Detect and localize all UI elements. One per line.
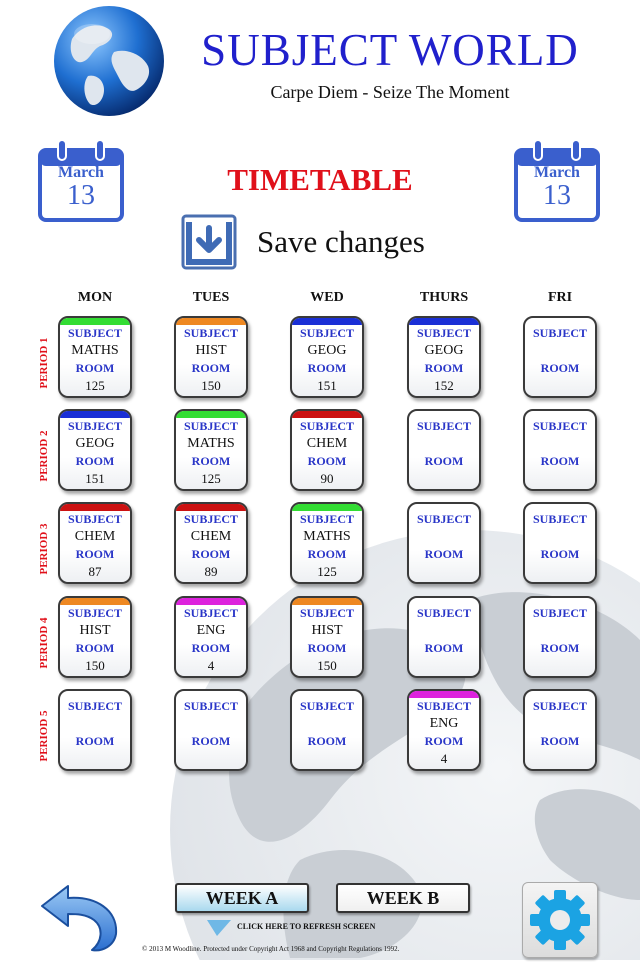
subject-value: GEOG	[75, 436, 115, 451]
room-label: ROOM	[424, 641, 464, 655]
calendar-month: March	[58, 164, 104, 181]
period-label	[34, 409, 54, 503]
room-label: ROOM	[191, 734, 231, 748]
day-header-fri: FRI	[547, 290, 573, 305]
room-label: ROOM	[307, 734, 347, 748]
subject-value: GEOG	[424, 343, 464, 358]
timetable-cell[interactable]	[174, 502, 248, 584]
subject-label: SUBJECT	[67, 699, 123, 713]
subject-label: SUBJECT	[416, 419, 472, 433]
room-label: ROOM	[191, 547, 231, 561]
subject-value: MATHS	[303, 529, 351, 544]
timetable-cell[interactable]	[523, 502, 597, 584]
room-label: ROOM	[191, 454, 231, 468]
tagline: Carpe Diem - Seize The Moment	[270, 82, 510, 102]
subject-label: SUBJECT	[67, 512, 123, 526]
refresh-screen-link[interactable]	[205, 918, 425, 938]
save-download-icon	[181, 214, 237, 270]
room-value: 151	[85, 471, 105, 486]
subject-color-bar	[292, 318, 362, 325]
subject-value: MATHS	[187, 436, 235, 451]
subject-label: SUBJECT	[416, 606, 472, 620]
timetable-cell[interactable]	[407, 689, 481, 771]
timetable-cell[interactable]	[58, 689, 132, 771]
day-header-wed: WED	[310, 290, 344, 305]
timetable-cell[interactable]	[290, 596, 364, 678]
subject-label: SUBJECT	[67, 606, 123, 620]
room-value: 152	[434, 378, 454, 393]
calendar-icon-left	[38, 138, 124, 222]
subject-label: SUBJECT	[532, 419, 588, 433]
period-label	[34, 596, 54, 690]
room-value: 89	[204, 564, 218, 579]
timetable-cell[interactable]	[174, 409, 248, 491]
room-value: 150	[317, 658, 337, 673]
period-label-text: PERIOD 2	[38, 430, 50, 482]
subject-label: SUBJECT	[416, 326, 472, 340]
timetable-cell[interactable]	[290, 316, 364, 398]
subject-label: SUBJECT	[183, 512, 239, 526]
subject-label: SUBJECT	[299, 699, 355, 713]
room-label: ROOM	[424, 454, 464, 468]
room-label: ROOM	[540, 734, 580, 748]
subject-label: SUBJECT	[183, 699, 239, 713]
room-label: ROOM	[307, 454, 347, 468]
subject-value: CHEM	[190, 529, 232, 544]
refresh-arrow-icon	[205, 918, 233, 938]
back-arrow-icon[interactable]	[38, 884, 120, 954]
subject-label: SUBJECT	[532, 606, 588, 620]
subject-color-bar	[176, 318, 246, 325]
subject-color-bar	[60, 411, 130, 418]
period-label-text: PERIOD 3	[38, 523, 50, 575]
subject-value: CHEM	[74, 529, 116, 544]
calendar-icon-right	[514, 138, 600, 222]
calendar-day: 13	[67, 180, 95, 211]
save-changes-button[interactable]	[181, 214, 461, 270]
refresh-screen-label: CLICK HERE TO REFRESH SCREEN	[237, 922, 376, 931]
room-label: ROOM	[307, 547, 347, 561]
subject-value: HIST	[79, 623, 111, 638]
period-label	[34, 502, 54, 596]
subject-label: SUBJECT	[299, 512, 355, 526]
calendar-day: 13	[543, 180, 571, 211]
timetable-cell[interactable]	[174, 689, 248, 771]
timetable-cell[interactable]	[407, 409, 481, 491]
subject-color-bar	[292, 411, 362, 418]
room-label: ROOM	[75, 454, 115, 468]
timetable-cell[interactable]	[58, 502, 132, 584]
subject-value: ENG	[429, 716, 459, 731]
timetable-cell[interactable]	[290, 409, 364, 491]
subject-color-bar	[60, 504, 130, 511]
room-label: ROOM	[307, 361, 347, 375]
app-title: SUBJECT WORLD	[201, 25, 579, 75]
subject-value: HIST	[195, 343, 227, 358]
timetable-cell[interactable]	[290, 502, 364, 584]
day-header-thurs: THURS	[419, 290, 469, 305]
room-label: ROOM	[540, 641, 580, 655]
subject-color-bar	[176, 598, 246, 605]
subject-color-bar	[176, 411, 246, 418]
room-label: ROOM	[540, 547, 580, 561]
room-value: 150	[85, 658, 105, 673]
timetable-cell[interactable]	[523, 689, 597, 771]
subject-label: SUBJECT	[532, 326, 588, 340]
room-value: 151	[317, 378, 337, 393]
gear-icon	[523, 883, 597, 957]
timetable-cell[interactable]	[523, 316, 597, 398]
subject-value: HIST	[311, 623, 343, 638]
room-label: ROOM	[75, 361, 115, 375]
day-header-tues: TUES	[192, 290, 230, 305]
timetable-cell[interactable]	[407, 596, 481, 678]
room-label: ROOM	[540, 454, 580, 468]
subject-value: GEOG	[307, 343, 347, 358]
timetable-cell[interactable]	[523, 409, 597, 491]
period-label	[34, 689, 54, 783]
period-label-text: PERIOD 1	[38, 337, 50, 389]
timetable-cell[interactable]	[290, 689, 364, 771]
period-label-text: PERIOD 5	[38, 710, 50, 762]
timetable-cell[interactable]	[58, 596, 132, 678]
period-label	[34, 316, 54, 410]
subject-color-bar	[409, 691, 479, 698]
subject-color-bar	[176, 504, 246, 511]
room-label: ROOM	[191, 361, 231, 375]
subject-label: SUBJECT	[532, 699, 588, 713]
room-value: 87	[88, 564, 102, 579]
subject-label: SUBJECT	[67, 419, 123, 433]
timetable-cell[interactable]	[58, 316, 132, 398]
room-label: ROOM	[424, 547, 464, 561]
subject-color-bar	[60, 598, 130, 605]
subject-label: SUBJECT	[299, 606, 355, 620]
subject-label: SUBJECT	[183, 606, 239, 620]
subject-label: SUBJECT	[416, 512, 472, 526]
save-changes-label: Save changes	[257, 224, 425, 259]
room-value: 4	[207, 658, 215, 673]
timetable-cell[interactable]	[174, 316, 248, 398]
room-value: 125	[85, 378, 105, 393]
timetable-cell[interactable]	[523, 596, 597, 678]
room-value: 90	[320, 471, 334, 486]
timetable-cell[interactable]	[174, 596, 248, 678]
room-value: 125	[201, 471, 221, 486]
room-label: ROOM	[307, 641, 347, 655]
room-value: 150	[201, 378, 221, 393]
room-value: 4	[440, 751, 448, 766]
day-header-mon: MON	[77, 290, 113, 305]
week-a-button[interactable]: WEEK A	[175, 883, 309, 913]
subject-value: MATHS	[71, 343, 119, 358]
room-label: ROOM	[191, 641, 231, 655]
subject-color-bar	[409, 318, 479, 325]
section-title: TIMETABLE	[227, 162, 413, 197]
room-label: ROOM	[75, 734, 115, 748]
subject-label: SUBJECT	[532, 512, 588, 526]
room-label: ROOM	[424, 734, 464, 748]
subject-color-bar	[292, 504, 362, 511]
timetable-cell[interactable]	[58, 409, 132, 491]
week-b-button[interactable]: WEEK B	[336, 883, 470, 913]
subject-color-bar	[292, 598, 362, 605]
subject-value: ENG	[196, 623, 226, 638]
room-label: ROOM	[75, 547, 115, 561]
calendar-month: March	[534, 164, 580, 181]
subject-label: SUBJECT	[299, 419, 355, 433]
timetable-cell[interactable]	[407, 316, 481, 398]
subject-color-bar	[60, 318, 130, 325]
globe-icon	[52, 4, 166, 118]
room-label: ROOM	[424, 361, 464, 375]
subject-value: CHEM	[306, 436, 348, 451]
subject-label: SUBJECT	[183, 326, 239, 340]
room-label: ROOM	[75, 641, 115, 655]
subject-label: SUBJECT	[416, 699, 472, 713]
room-value: 125	[317, 564, 337, 579]
copyright-notice: © 2013 M Woodline. Protected under Copyright Act 1968 and Copyright Regulations 1992.	[142, 945, 400, 953]
period-label-text: PERIOD 4	[38, 617, 50, 669]
room-label: ROOM	[540, 361, 580, 375]
timetable-cell[interactable]	[407, 502, 481, 584]
subject-label: SUBJECT	[183, 419, 239, 433]
subject-label: SUBJECT	[67, 326, 123, 340]
subject-label: SUBJECT	[299, 326, 355, 340]
settings-button[interactable]	[522, 882, 598, 958]
